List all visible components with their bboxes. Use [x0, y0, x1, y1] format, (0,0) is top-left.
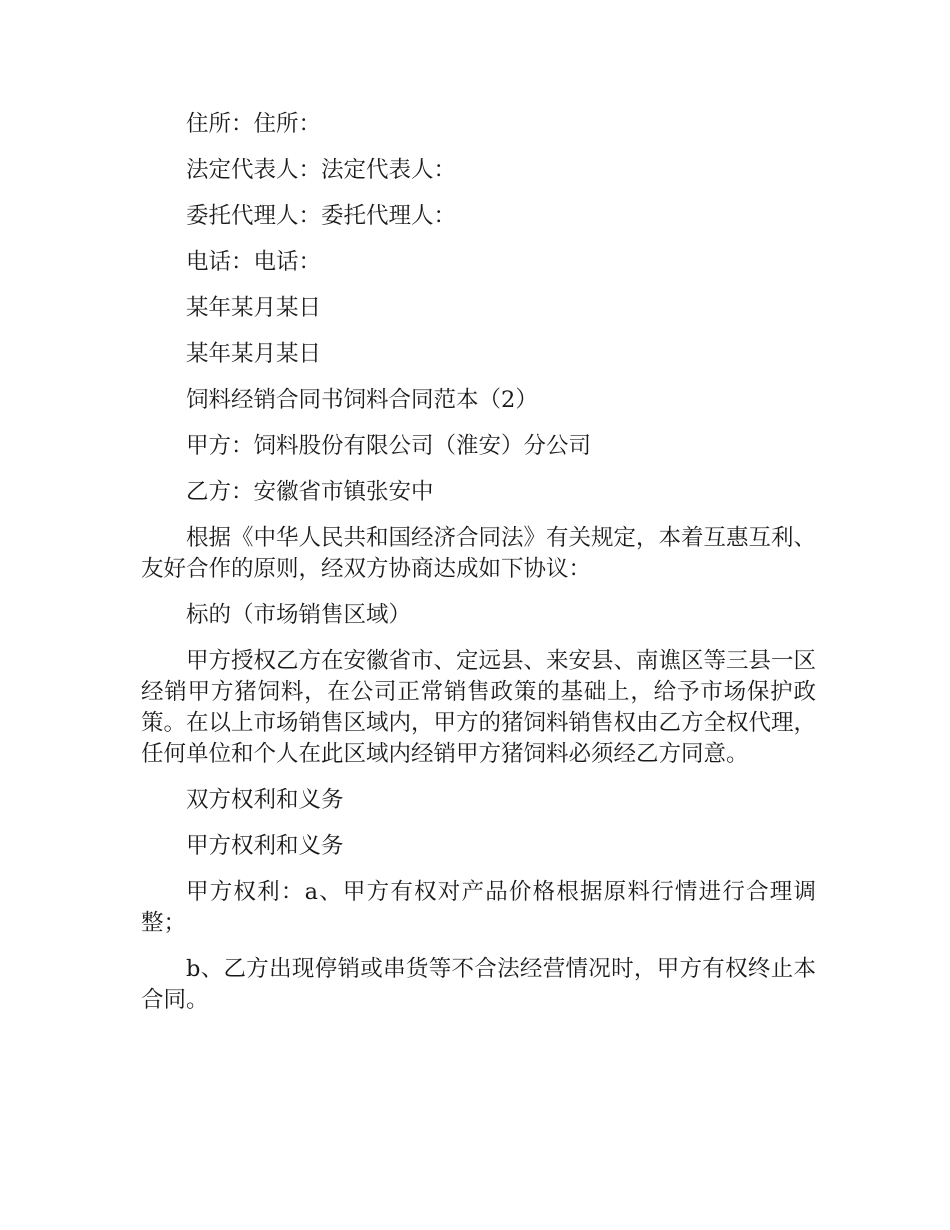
party-a-line: 甲方：饲料股份有限公司（淮安）分公司 — [186, 433, 592, 459]
party-b-line: 乙方：安徽省市镇张安中 — [186, 479, 434, 505]
date-line: 某年某月某日 — [186, 341, 322, 367]
address-line: 住所：住所： — [186, 111, 322, 137]
authorized-agent-line: 委托代理人：委托代理人： — [186, 203, 457, 229]
termination-paragraph: b、乙方出现停销或串货等不合法经营情况时，甲方有权终止本合同。 — [141, 956, 816, 1013]
phone-line: 电话：电话： — [186, 249, 322, 275]
subsection-heading: 甲方权利和义务 — [186, 833, 344, 859]
date-line: 某年某月某日 — [186, 295, 322, 321]
party-a-rights-paragraph: 甲方权利：a、甲方有权对产品价格根据原料行情进行合理调整； — [141, 879, 816, 936]
section-heading: 标的（市场销售区域） — [186, 602, 412, 628]
section-heading: 双方权利和义务 — [186, 787, 344, 813]
sales-region-paragraph: 甲方授权乙方在安徽省市、定远县、来安县、南谯区等三县一区经销甲方猪饲料，在公司正常销售政策的基础上，给予市场保护政策。在以上市场销售区域内，甲方的猪饲料销售权由乙方全权代理，任何单位和个人在此区域内经销甲方猪饲料必须经乙方同意。 — [141, 648, 817, 767]
contract-title: 饲料经销合同书饲料合同范本（2） — [186, 387, 538, 413]
document-body — [141, 109, 816, 1031]
legal-representative-line: 法定代表人：法定代表人： — [186, 157, 457, 183]
preamble-paragraph: 根据《中华人民共和国经济合同法》有关规定，本着互惠互利、友好合作的原则，经双方协商达成如下协议： — [141, 525, 817, 582]
